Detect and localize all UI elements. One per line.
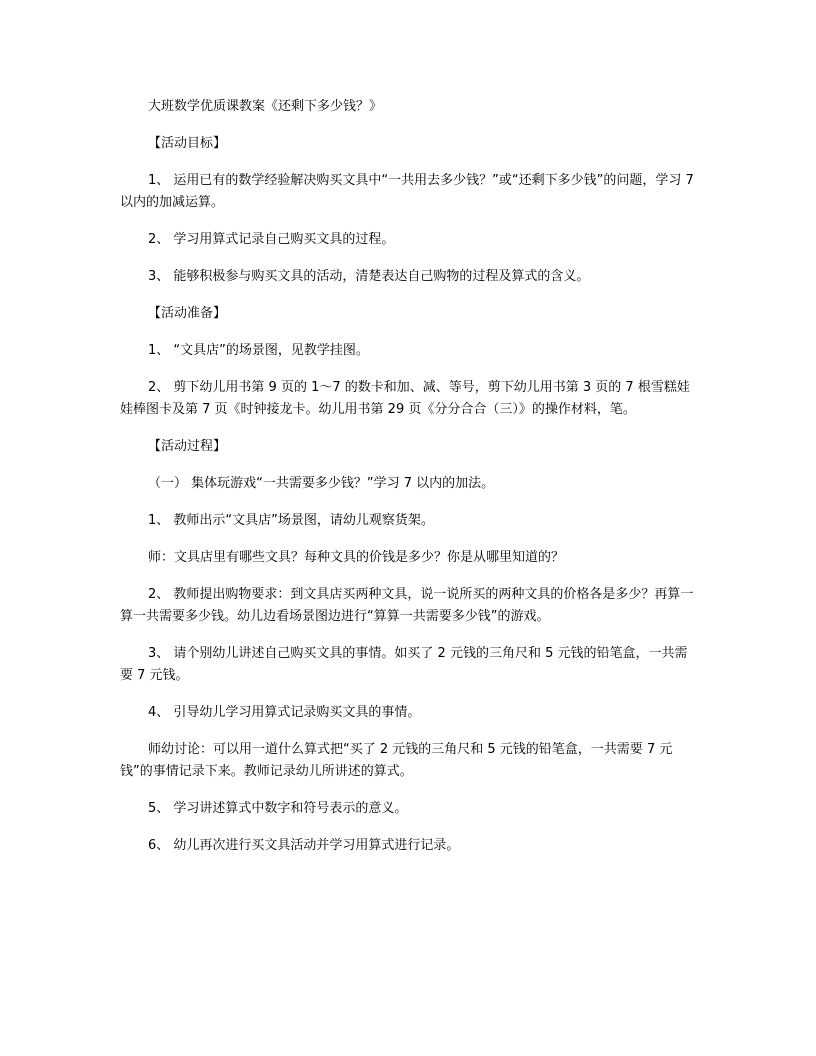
paragraph: 2、 剪下幼儿用书第 9 页的 1～7 的数卡和加、减、等号，剪下幼儿用书第 3 页的 7 根雪糕娃娃棒图卡及第 7 页《时钟接龙卡。幼儿用书第 29 页《分分合合（三）》的操作材料，笔。 — [120, 380, 690, 417]
paragraph: 师幼讨论：可以用一道什么算式把“买了 2 元钱的三角尺和 5 元钱的铅笔盒，一共需要 7 元钱”的事情记录下来。教师记录幼儿所讲述的算式。 — [120, 742, 673, 779]
paragraph: 3、 请个别幼儿讲述自己购买文具的事情。如买了 2 元钱的三角尺和 5 元钱的铅笔盒，一共需要 7 元钱。 — [120, 646, 688, 683]
paragraph: 3、 能够积极参与购买文具的活动，清楚表达自己购物的过程及算式的含义。 — [148, 269, 590, 284]
paragraph: 5、 学习讲述算式中数字和符号表示的意义。 — [148, 801, 408, 816]
paragraph: 师：文具店里有哪些文具？每种文具的价钱是多少？你是从哪里知道的？ — [148, 550, 565, 565]
paragraph: 1、 “文具店”的场景图，见教学挂图。 — [148, 343, 369, 358]
paragraph: 1、 教师出示“文具店”场景图，请幼儿观察货架。 — [148, 513, 434, 528]
paragraph: 1、 运用已有的数学经验解决购买文具中“一共用去多少钱？”或“还剩下多少钱”的问题，学习 7 以内的加减运算。 — [120, 173, 694, 210]
paragraph: （一） 集体玩游戏“一共需要多少钱？”学习 7 以内的加法。 — [148, 476, 495, 491]
paragraph: 4、 引导幼儿学习用算式记录购买文具的事情。 — [148, 705, 421, 720]
paragraph: 2、 教师提出购物要求：到文具店买两种文具，说一说所买的两种文具的价格各是多少？再算一算一共需要多少钱。幼儿边看场景图边进行“算算一共需要多少钱”的游戏。 — [120, 587, 694, 624]
paragraph: 6、 幼儿再次进行买文具活动并学习用算式进行记录。 — [148, 838, 460, 853]
section-heading-process: 【活动过程】 — [148, 439, 227, 454]
section-heading-preparation: 【活动准备】 — [148, 306, 227, 321]
section-heading-goals: 【活动目标】 — [148, 136, 227, 151]
document-page — [120, 96, 700, 872]
paragraph: 2、 学习用算式记录自己购买文具的过程。 — [148, 232, 395, 247]
document-title: 大班数学优质课教案《还剩下多少钱？》 — [148, 99, 383, 114]
